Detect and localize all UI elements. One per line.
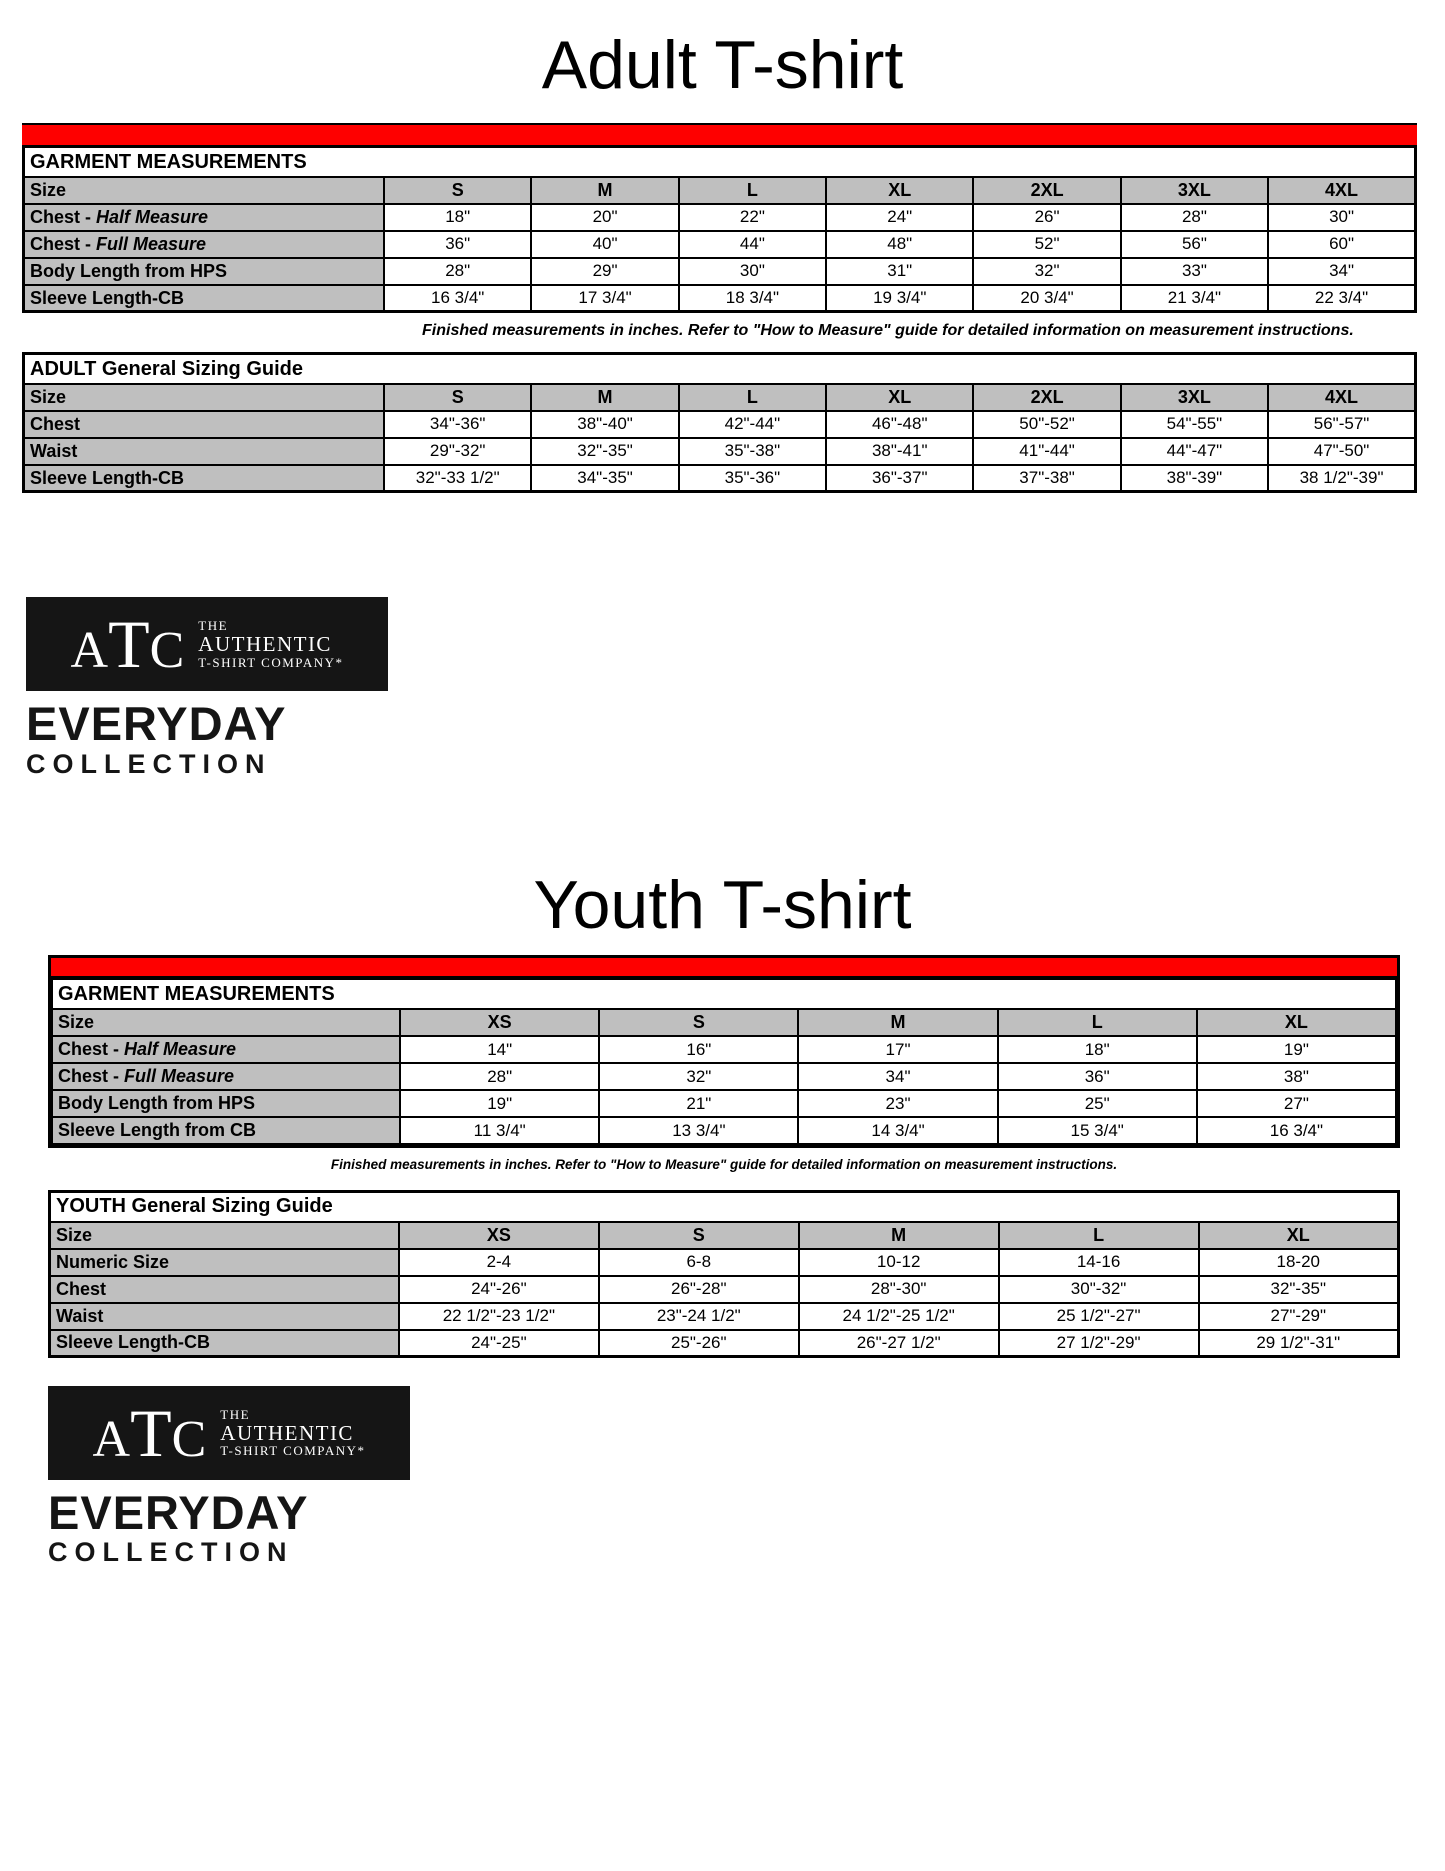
value-cell: 37"-38" [973, 465, 1120, 492]
size-column-header: XL [826, 177, 973, 204]
value-cell: 29"-32" [384, 438, 531, 465]
value-cell: 25 1/2"-27" [999, 1303, 1199, 1330]
everyday-wordmark: EVERYDAY [26, 697, 287, 751]
row-label-text: Waist [56, 1305, 104, 1326]
value-cell: 14" [400, 1036, 599, 1063]
youth-section [48, 955, 1400, 1358]
value-cell: 29 1/2"-31" [1199, 1330, 1399, 1357]
value-cell: 28"-30" [799, 1276, 999, 1303]
value-cell: 15 3/4" [998, 1117, 1197, 1144]
value-cell: 40" [531, 231, 678, 258]
value-cell: 17 3/4" [531, 285, 678, 312]
row-label [24, 285, 385, 312]
atc-letter: T [108, 606, 150, 683]
value-cell: 38" [1197, 1063, 1396, 1090]
value-cell: 44"-47" [1121, 438, 1268, 465]
red-accent-bar [51, 958, 1397, 978]
value-cell: 22 1/2"-23 1/2" [399, 1303, 599, 1330]
value-cell: 16" [599, 1036, 798, 1063]
atc-letter: T [130, 1395, 172, 1472]
size-column-header: S [384, 384, 531, 411]
atc-letter: A [70, 622, 109, 680]
value-cell: 34" [798, 1063, 997, 1090]
value-cell: 34"-36" [384, 411, 531, 438]
size-column-header: S [384, 177, 531, 204]
table-row [24, 285, 1416, 312]
collection-wordmark: COLLECTION [26, 748, 272, 779]
value-cell: 14-16 [999, 1249, 1199, 1276]
row-label [52, 1117, 400, 1144]
table-title-row [50, 1192, 1399, 1222]
row-label-text: Sleeve Length-CB [56, 1332, 211, 1353]
row-label-text: Numeric Size [56, 1251, 170, 1272]
size-column-header: 2XL [973, 177, 1120, 204]
row-label [24, 411, 385, 438]
size-header-row [24, 384, 1416, 411]
table-row [50, 1330, 1399, 1357]
value-cell: 23" [798, 1090, 997, 1117]
table-row [24, 465, 1416, 492]
row-label-text: Sleeve Length-CB [30, 287, 185, 308]
size-column-header: 3XL [1121, 384, 1268, 411]
value-cell: 18" [384, 204, 531, 231]
size-row-label: Size [24, 177, 385, 204]
table-title-row [24, 147, 1416, 177]
row-label-text: Chest [56, 1278, 107, 1299]
youth-garment-table [51, 978, 1397, 1145]
value-cell: 20" [531, 204, 678, 231]
value-cell: 38"-39" [1121, 465, 1268, 492]
row-label-emphasis: Full Measure [96, 233, 207, 254]
table-row [50, 1249, 1399, 1276]
value-cell: 6-8 [599, 1249, 799, 1276]
value-cell: 18" [998, 1036, 1197, 1063]
size-column-header: XS [399, 1222, 599, 1249]
atc-wordmark [220, 1408, 365, 1459]
row-label-emphasis: Full Measure [124, 1066, 235, 1087]
row-label-text: Body Length from HPS [58, 1093, 255, 1114]
atc-logo-box [26, 597, 388, 691]
size-column-header: L [999, 1222, 1199, 1249]
red-accent-bar [22, 123, 1417, 145]
size-row-label: Size [52, 1009, 400, 1036]
table-row [24, 204, 1416, 231]
row-label-emphasis: Half Measure [96, 206, 209, 227]
row-label-text: Chest - [58, 1066, 125, 1087]
row-label [52, 1090, 400, 1117]
value-cell: 19" [1197, 1036, 1396, 1063]
value-cell: 23"-24 1/2" [599, 1303, 799, 1330]
value-cell: 28" [1121, 204, 1268, 231]
value-cell: 52" [973, 231, 1120, 258]
table-title: GARMENT MEASUREMENTS [24, 147, 1416, 177]
value-cell: 32"-33 1/2" [384, 465, 531, 492]
table-title-row [24, 354, 1416, 384]
value-cell: 24"-26" [399, 1276, 599, 1303]
row-label-text: Chest - [30, 233, 97, 254]
row-label [24, 465, 385, 492]
value-cell: 20 3/4" [973, 285, 1120, 312]
row-label [50, 1303, 399, 1330]
size-header-row [52, 1009, 1396, 1036]
size-header-row [50, 1222, 1399, 1249]
measurement-note: Finished measurements in inches. Refer to "How to Measure" guide for detailed information on measurement instructions. [330, 1157, 1118, 1173]
adult-title: Adult T-shirt [541, 27, 904, 103]
size-column-header: 3XL [1121, 177, 1268, 204]
value-cell: 33" [1121, 258, 1268, 285]
size-column-header: S [599, 1009, 798, 1036]
atc-logo [26, 597, 388, 777]
value-cell: 32" [973, 258, 1120, 285]
value-cell: 32"-35" [1199, 1276, 1399, 1303]
atc-letter: C [171, 1411, 207, 1469]
table-row [24, 231, 1416, 258]
value-cell: 21" [599, 1090, 798, 1117]
table-row [52, 1036, 1396, 1063]
value-cell: 14 3/4" [798, 1117, 997, 1144]
adult-garment-table [22, 145, 1417, 313]
value-cell: 36"-37" [826, 465, 973, 492]
table-title: YOUTH General Sizing Guide [50, 1192, 1399, 1222]
size-column-header: XS [400, 1009, 599, 1036]
value-cell: 30" [679, 258, 826, 285]
size-column-header: 2XL [973, 384, 1120, 411]
atc-wordmark [198, 619, 343, 670]
size-column-header: XL [1197, 1009, 1396, 1036]
atc-logo-box [48, 1386, 410, 1480]
value-cell: 24 1/2"-25 1/2" [799, 1303, 999, 1330]
value-cell: 19 3/4" [826, 285, 973, 312]
row-label-emphasis: Half Measure [124, 1039, 237, 1060]
everyday-wordmark: EVERYDAY [48, 1486, 309, 1540]
size-column-header: M [531, 384, 678, 411]
row-label [50, 1249, 399, 1276]
value-cell: 56" [1121, 231, 1268, 258]
table-title: GARMENT MEASUREMENTS [52, 979, 1396, 1009]
value-cell: 34" [1268, 258, 1415, 285]
value-cell: 18-20 [1199, 1249, 1399, 1276]
value-cell: 50"-52" [973, 411, 1120, 438]
size-header-row [24, 177, 1416, 204]
size-row-label: Size [24, 384, 385, 411]
value-cell: 22" [679, 204, 826, 231]
table-row [50, 1303, 1399, 1330]
row-label-text: Sleeve Length from CB [58, 1120, 257, 1141]
value-cell: 28" [400, 1063, 599, 1090]
size-column-header: M [531, 177, 678, 204]
value-cell: 56"-57" [1268, 411, 1415, 438]
table-row [24, 438, 1416, 465]
value-cell: 19" [400, 1090, 599, 1117]
value-cell: 13 3/4" [599, 1117, 798, 1144]
atc-letter: A [92, 1411, 131, 1469]
size-column-header: S [599, 1222, 799, 1249]
atc-monogram [92, 1395, 207, 1472]
adult-section [22, 123, 1417, 493]
value-cell: 35"-38" [679, 438, 826, 465]
table-title-row [52, 979, 1396, 1009]
atc-wordmark-line: T-SHIRT COMPANY* [220, 1443, 366, 1459]
value-cell: 48" [826, 231, 973, 258]
row-label [24, 438, 385, 465]
value-cell: 36" [384, 231, 531, 258]
size-column-header: L [679, 177, 826, 204]
value-cell: 38 1/2"-39" [1268, 465, 1415, 492]
size-column-header: XL [1199, 1222, 1399, 1249]
value-cell: 30"-32" [999, 1276, 1199, 1303]
table-title: ADULT General Sizing Guide [24, 354, 1416, 384]
size-row-label: Size [50, 1222, 399, 1249]
row-label-text: Waist [30, 440, 78, 461]
value-cell: 35"-36" [679, 465, 826, 492]
value-cell: 25"-26" [599, 1330, 799, 1357]
youth-garment-frame [48, 955, 1400, 1148]
value-cell: 24"-25" [399, 1330, 599, 1357]
value-cell: 29" [531, 258, 678, 285]
table-row [52, 1090, 1396, 1117]
table-row [24, 258, 1416, 285]
table-row [24, 411, 1416, 438]
size-column-header: M [799, 1222, 999, 1249]
size-column-header: 4XL [1268, 384, 1415, 411]
table-row [52, 1063, 1396, 1090]
value-cell: 25" [998, 1090, 1197, 1117]
value-cell: 47"-50" [1268, 438, 1415, 465]
row-label [50, 1330, 399, 1357]
youth-title: Youth T-shirt [533, 866, 912, 943]
value-cell: 32" [599, 1063, 798, 1090]
value-cell: 41"-44" [973, 438, 1120, 465]
row-label [24, 258, 385, 285]
value-cell: 21 3/4" [1121, 285, 1268, 312]
value-cell: 36" [998, 1063, 1197, 1090]
value-cell: 60" [1268, 231, 1415, 258]
table-row [52, 1117, 1396, 1144]
value-cell: 42"-44" [679, 411, 826, 438]
value-cell: 16 3/4" [1197, 1117, 1396, 1144]
size-column-header: 4XL [1268, 177, 1415, 204]
value-cell: 44" [679, 231, 826, 258]
value-cell: 27"-29" [1199, 1303, 1399, 1330]
row-label [50, 1276, 399, 1303]
value-cell: 31" [826, 258, 973, 285]
value-cell: 18 3/4" [679, 285, 826, 312]
row-label-text: Chest [30, 413, 81, 434]
atc-wordmark-line: AUTHENTIC [198, 632, 332, 657]
row-label [52, 1063, 400, 1090]
value-cell: 17" [798, 1036, 997, 1063]
value-cell: 22 3/4" [1268, 285, 1415, 312]
value-cell: 26"-28" [599, 1276, 799, 1303]
value-cell: 26" [973, 204, 1120, 231]
atc-monogram [70, 606, 185, 683]
value-cell: 27" [1197, 1090, 1396, 1117]
youth-sizing-guide-table [48, 1190, 1400, 1358]
value-cell: 26"-27 1/2" [799, 1330, 999, 1357]
value-cell: 2-4 [399, 1249, 599, 1276]
collection-wordmark: COLLECTION [48, 1537, 294, 1568]
value-cell: 54"-55" [1121, 411, 1268, 438]
atc-letter: C [149, 622, 185, 680]
row-label [24, 231, 385, 258]
value-cell: 34"-35" [531, 465, 678, 492]
value-cell: 38"-41" [826, 438, 973, 465]
size-column-header: M [798, 1009, 997, 1036]
row-label-text: Chest - [58, 1039, 125, 1060]
value-cell: 24" [826, 204, 973, 231]
row-label-text: Sleeve Length-CB [30, 467, 185, 488]
value-cell: 10-12 [799, 1249, 999, 1276]
value-cell: 32"-35" [531, 438, 678, 465]
row-label [24, 204, 385, 231]
measurement-note: Finished measurements in inches. Refer to "How to Measure" guide for detailed information on measurement instructions. [422, 322, 1354, 340]
value-cell: 30" [1268, 204, 1415, 231]
atc-logo [48, 1386, 410, 1566]
atc-wordmark-line: AUTHENTIC [220, 1420, 354, 1445]
atc-wordmark-line: THE [198, 618, 229, 634]
size-column-header: L [679, 384, 826, 411]
row-label-text: Body Length from HPS [30, 260, 227, 281]
value-cell: 38"-40" [531, 411, 678, 438]
size-column-header: XL [826, 384, 973, 411]
atc-wordmark-line: THE [220, 1406, 251, 1422]
size-column-header: L [998, 1009, 1197, 1036]
row-label [52, 1036, 400, 1063]
atc-wordmark-line: T-SHIRT COMPANY* [198, 654, 344, 670]
value-cell: 11 3/4" [400, 1117, 599, 1144]
table-row [50, 1276, 1399, 1303]
value-cell: 16 3/4" [384, 285, 531, 312]
value-cell: 27 1/2"-29" [999, 1330, 1199, 1357]
adult-sizing-guide-table [22, 352, 1417, 493]
value-cell: 46"-48" [826, 411, 973, 438]
row-label-text: Chest - [30, 206, 97, 227]
value-cell: 28" [384, 258, 531, 285]
